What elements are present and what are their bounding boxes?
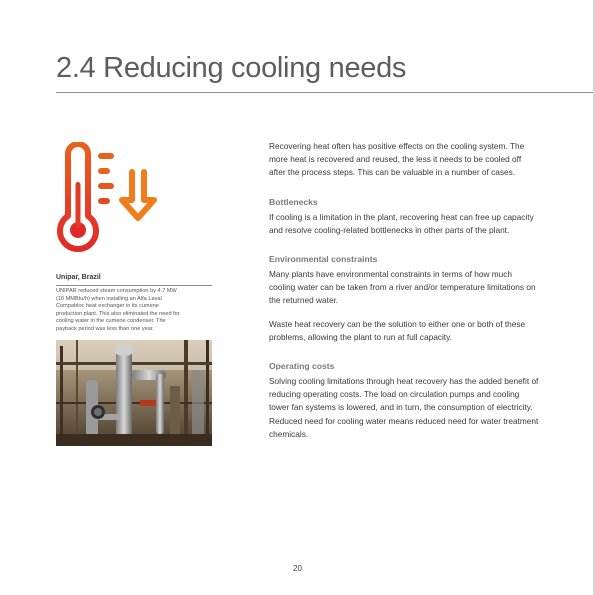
page-number: 20 [293,564,302,573]
section-paragraph: Many plants have environmental constraints in terms of how much cooling water can be taken from a river and/or temperature limitations on the returned water. [269,269,536,306]
caption-line: UNIPAR reduced steam consumption by 4.7 MW [56,288,177,294]
main-content [269,140,539,451]
scale-tick [98,168,110,174]
caption-title: Unipar, Brazil [56,273,212,286]
title-divider [56,92,595,93]
scale-tick [98,183,114,189]
down-arrow [122,172,154,218]
thermometer-mercury [76,182,81,228]
section-paragraph: Solving cooling limitations through heat recovery has the added benefit of reducing operating costs. The load on circulation pumps and cooling tower fan systems is lowered, and in turn, the consumption of electricity. Reduced need for cooling water means reduced need for water treatment chemicals. [269,376,539,439]
caption-line: (16 MMBtu/h) when installing an Alfa Laval [56,295,162,302]
photo-caption [56,273,212,333]
plant-photo [56,340,212,446]
section-paragraph: Waste heat recovery can be the solution to either one or both of these problems, allowing the plant to run at full capacity. [269,318,526,342]
scale-tick [98,153,114,159]
caption-line: cooling water in the cumene condenser. The [56,318,166,324]
thermometer-cooling-icon [54,142,164,252]
scale-tick [98,198,110,204]
section-paragraph: If cooling is a limitation in the plant, recovering heat can free up capacity and resolve cooling-related bottlenecks in other parts of the plant. [269,211,534,235]
section-heading-environmental: Environmental constraints [269,254,378,265]
caption-text [56,288,212,333]
caption-line: payback period was less than one year. [56,325,154,332]
section-heading-operating-costs: Operating costs [269,361,335,372]
page-title: 2.4 Reducing cooling needs [56,52,407,84]
caption-line: production plant. This also eliminated the need for [56,310,180,317]
section-heading-bottlenecks: Bottlenecks [269,196,318,207]
intro-paragraph: Recovering heat often has positive effects on the cooling system. The more heat is recovered and reused, the less it needs to be cooled off after the process steps. This can be valuable in a number of cases. [269,141,525,178]
caption-line: Compabloc heat exchanger in its cumene [56,303,159,309]
